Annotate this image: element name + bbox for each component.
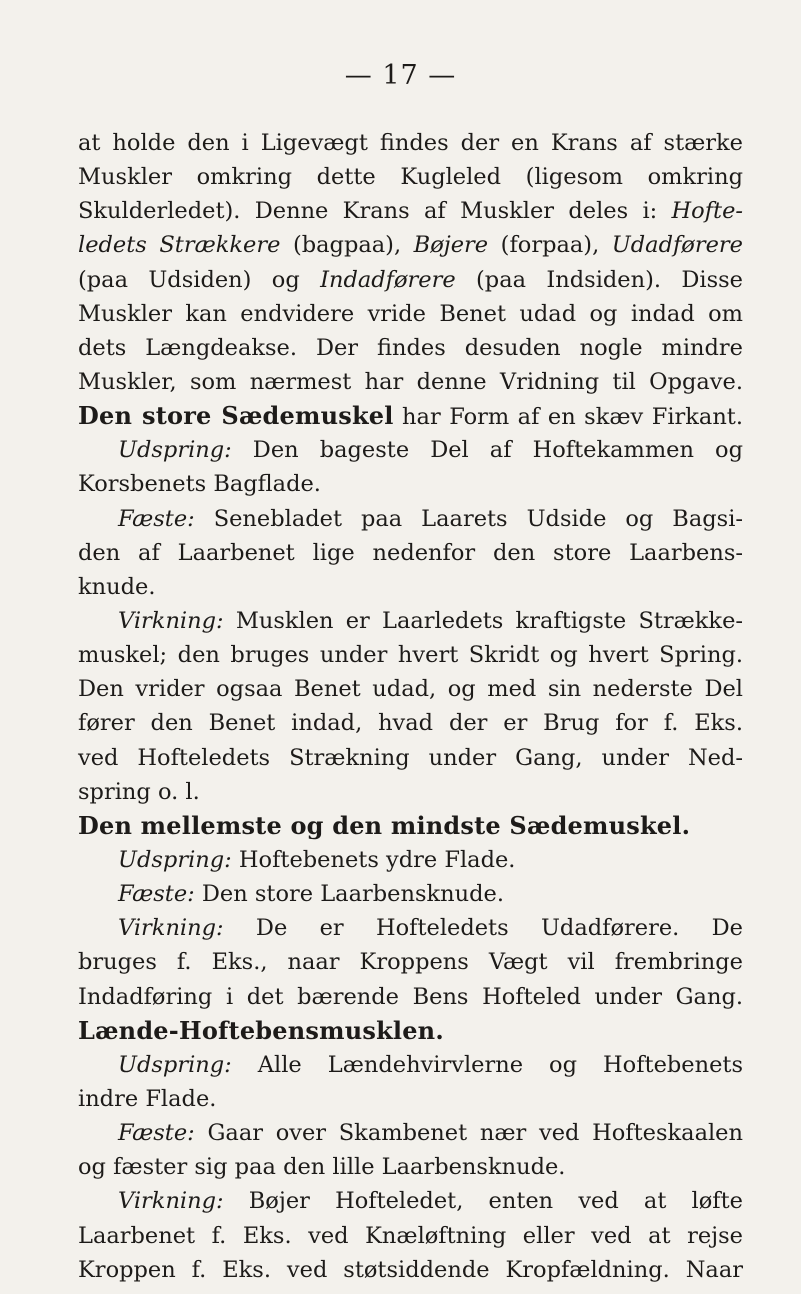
section-heading: Lænde-Hoftebensmusklen.: [78, 1015, 444, 1045]
section-heading-line: [78, 809, 743, 843]
text-line: Muskler, som nærmest har denne Vridning til Opgave.: [78, 368, 743, 395]
text-line: bruges f. Eks., naar Kroppens Vægt vil frembringe: [78, 949, 743, 976]
origin-label: Udspring:: [118, 437, 232, 464]
text-run: (paa Indsiden). Disse: [455, 266, 744, 293]
text-run: Senebladet paa Laarets Udside og Bagsi-: [194, 505, 743, 532]
insertion-label: Fæste:: [118, 505, 195, 532]
text-run: Bøjer Hofteledet, enten ved at løfte: [223, 1188, 743, 1215]
text-line: spring o. l.: [78, 778, 200, 805]
section-heading-line: [78, 399, 743, 433]
text-line: Korsbenets Bagflade.: [78, 471, 321, 498]
text-line: [78, 194, 743, 228]
text-run: Den bageste Del af Hoftekammen og: [231, 437, 743, 464]
text-line: Kroppen f. Eks. ved støtsiddende Kropfældning. Naar: [78, 1256, 743, 1283]
text-line: Muskler kan endvidere vride Benet udad og indad om: [78, 300, 743, 327]
insertion-label: Fæste:: [118, 1120, 195, 1147]
text-run: (forpaa),: [488, 232, 612, 259]
term-italic: Bøjere: [413, 232, 489, 259]
text-line: [78, 263, 743, 297]
text-run: Skulderledet). Denne Krans af Muskler deles i:: [78, 198, 672, 225]
text-line: [78, 911, 743, 945]
text-line: dets Længdeakse. Der findes desuden nogle mindre: [78, 334, 743, 361]
text-line: fører den Benet indad, hvad der er Brug for f. Eks.: [78, 710, 743, 737]
text-line: at holde den i Ligevægt findes der en Krans af stærke: [78, 130, 743, 156]
section-heading-line: [78, 1014, 743, 1048]
text-line: [78, 502, 743, 536]
text-line: Den vrider ogsaa Benet udad, og med sin nederste Del: [78, 676, 743, 703]
origin-label: Udspring:: [118, 846, 232, 873]
page-number: — 17 —: [344, 60, 457, 91]
text-line: og fæster sig paa den lille Laarbensknude.: [78, 1154, 566, 1181]
text-line: Indadføring i det bærende Bens Hofteled under Gang.: [78, 983, 743, 1010]
text-line: [78, 228, 743, 262]
text-line: muskel; den bruges under hvert Skridt og hvert Spring.: [78, 642, 743, 669]
insertion-label: Fæste:: [118, 881, 195, 908]
text-run: Hoftebenets ydre Flade.: [231, 846, 516, 873]
text-run: har Form af en skæv Firkant.: [393, 404, 744, 431]
text-line: [78, 843, 743, 877]
text-line: [78, 604, 743, 638]
text-run: (paa Udsiden) og: [78, 266, 321, 293]
page-body: [78, 126, 743, 1287]
action-label: Virkning:: [118, 1188, 224, 1215]
term-italic: Indadførere: [320, 266, 456, 293]
text-line: [78, 877, 743, 911]
action-label: Virkning:: [118, 915, 224, 942]
text-line: [78, 1048, 743, 1082]
text-line: [78, 1184, 743, 1218]
text-run: Musklen er Laarledets kraftigste Strække-: [223, 607, 743, 634]
text-line: Muskler omkring dette Kugleled (ligesom omkring: [78, 164, 743, 191]
action-label: Virkning:: [118, 607, 224, 634]
text-line: indre Flade.: [78, 1085, 217, 1112]
text-run: De er Hofteledets Udadførere. De: [223, 915, 743, 942]
text-run: Alle Lændehvirvlerne og Hoftebenets: [231, 1051, 743, 1078]
text-line: ved Hofteledets Strækning under Gang, under Ned-: [78, 744, 743, 771]
term-italic: ledets Strækkere: [78, 232, 281, 259]
text-run: (bagpaa),: [280, 232, 414, 259]
section-heading: Den mellemste og den mindste Sædemuskel.: [78, 810, 691, 840]
text-line: Laarbenet f. Eks. ved Knæløftning eller ved at rejse: [78, 1222, 743, 1249]
origin-label: Udspring:: [118, 1051, 232, 1078]
text-line: [78, 433, 743, 467]
text-line: knude.: [78, 573, 156, 600]
term-italic: Hofte-: [671, 198, 743, 225]
text-run: Den store Laarbensknude.: [194, 881, 504, 908]
text-line: [78, 1116, 743, 1150]
text-line: den af Laarbenet lige nedenfor den store Laarbens-: [78, 539, 743, 566]
section-heading: Den store Sædemuskel: [78, 401, 394, 431]
term-italic: Udadførere: [611, 232, 743, 259]
text-run: Gaar over Skambenet nær ved Hofteskaalen: [194, 1120, 743, 1147]
